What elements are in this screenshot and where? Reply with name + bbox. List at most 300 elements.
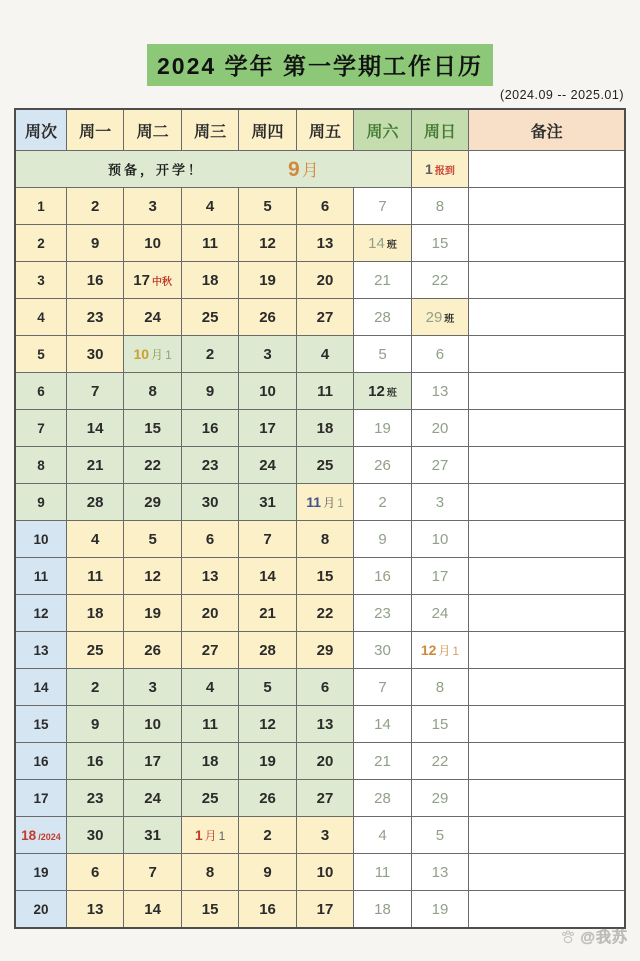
day-cell bbox=[411, 225, 468, 262]
day-cell bbox=[239, 558, 296, 595]
cell-text: 8 bbox=[148, 382, 157, 400]
week-cell bbox=[15, 188, 66, 225]
cell-text: 27 bbox=[431, 456, 449, 474]
day-cell bbox=[354, 669, 411, 706]
cell-text: 10 bbox=[144, 715, 161, 733]
day-cell bbox=[239, 669, 296, 706]
day-cell bbox=[354, 632, 411, 669]
day-cell bbox=[296, 706, 353, 743]
cell-text: 11 bbox=[306, 493, 322, 510]
cell-text: 30 bbox=[374, 641, 391, 659]
cell-text: 10 bbox=[259, 382, 276, 400]
cell-text: 8 bbox=[435, 197, 445, 215]
day-cell bbox=[124, 299, 181, 336]
day-cell bbox=[124, 410, 181, 447]
day-cell bbox=[296, 743, 353, 780]
remark-cell bbox=[469, 891, 625, 929]
cell-text: 月 bbox=[151, 347, 164, 362]
day-cell bbox=[354, 595, 411, 632]
day-cell bbox=[411, 669, 468, 706]
cell-text: 2 bbox=[90, 678, 100, 696]
week-cell bbox=[15, 706, 66, 743]
day-cell bbox=[411, 854, 468, 891]
cell-text: 24 bbox=[431, 604, 449, 622]
day-cell bbox=[181, 817, 238, 854]
cell-text: 19 bbox=[33, 864, 49, 880]
day-cell bbox=[354, 447, 411, 484]
cell-text: 2 bbox=[205, 345, 215, 363]
day-cell bbox=[296, 669, 353, 706]
day-cell bbox=[354, 299, 411, 336]
day-cell bbox=[411, 595, 468, 632]
day-cell bbox=[181, 336, 238, 373]
page-title: 2024 学年 第一学期工作日历 bbox=[147, 44, 493, 86]
cell-text: 22 bbox=[316, 604, 334, 622]
cell-text: 3 bbox=[148, 678, 157, 696]
cell-text: 9 bbox=[378, 530, 387, 548]
day-cell bbox=[239, 706, 296, 743]
day-cell bbox=[411, 891, 468, 929]
day-cell bbox=[124, 447, 181, 484]
day-cell bbox=[181, 484, 238, 521]
day-cell bbox=[66, 706, 123, 743]
remark-cell bbox=[469, 521, 625, 558]
cell-text: 2 bbox=[90, 197, 100, 215]
day-cell bbox=[411, 558, 468, 595]
cell-text: 31 bbox=[259, 493, 276, 511]
remark-cell bbox=[469, 558, 625, 595]
day-cell bbox=[239, 632, 296, 669]
week-cell bbox=[15, 521, 66, 558]
day-cell bbox=[181, 558, 238, 595]
day-cell bbox=[411, 706, 468, 743]
day-cell bbox=[66, 817, 123, 854]
cell-text: 23 bbox=[86, 308, 104, 326]
cell-text: 2 bbox=[263, 826, 272, 844]
column-header: 周五 bbox=[296, 109, 353, 151]
cell-text: 21 bbox=[259, 604, 276, 622]
cell-text: 20 bbox=[33, 901, 49, 917]
cell-text: 9 bbox=[90, 234, 100, 252]
day-cell bbox=[239, 780, 296, 817]
cell-text: 20 bbox=[316, 271, 334, 289]
day-cell bbox=[66, 558, 123, 595]
day-cell bbox=[239, 336, 296, 373]
day-cell bbox=[354, 817, 411, 854]
remark-cell bbox=[469, 299, 625, 336]
day-cell bbox=[239, 595, 296, 632]
cell-text: 30 bbox=[86, 826, 104, 844]
week-cell bbox=[15, 225, 66, 262]
cell-text: 22 bbox=[431, 271, 449, 289]
cell-text: 11 bbox=[202, 715, 218, 733]
cell-text: 4 bbox=[37, 309, 45, 325]
cell-text: 24 bbox=[259, 456, 276, 474]
remark-cell bbox=[469, 373, 625, 410]
week-cell bbox=[15, 743, 66, 780]
cell-text: 16 bbox=[374, 567, 391, 585]
day-cell bbox=[181, 188, 238, 225]
day-cell bbox=[124, 521, 181, 558]
cell-text: 1 bbox=[165, 347, 172, 362]
cell-text: 班 bbox=[444, 313, 455, 325]
day-cell bbox=[66, 225, 123, 262]
week-cell bbox=[15, 669, 66, 706]
cell-text: 29 bbox=[316, 641, 334, 659]
remark-cell bbox=[469, 151, 625, 188]
cell-text: 19 bbox=[431, 900, 449, 918]
cell-text: 8 bbox=[320, 530, 330, 548]
cell-text: 14 bbox=[86, 419, 104, 437]
cell-text: 19 bbox=[259, 271, 276, 289]
cell-text: 17 bbox=[431, 567, 449, 585]
day-cell bbox=[354, 558, 411, 595]
cell-text: 13 bbox=[86, 900, 104, 918]
day-cell bbox=[354, 854, 411, 891]
week-cell bbox=[15, 595, 66, 632]
day-cell bbox=[239, 521, 296, 558]
day-cell bbox=[411, 817, 468, 854]
week-cell bbox=[15, 447, 66, 484]
cell-text: 19 bbox=[259, 752, 276, 770]
day-cell bbox=[411, 151, 468, 188]
cell-text: 11 bbox=[317, 382, 333, 400]
cell-text: 4 bbox=[205, 678, 215, 696]
day-cell bbox=[124, 891, 181, 929]
cell-text: 22 bbox=[144, 456, 161, 474]
cell-text: 24 bbox=[144, 789, 161, 807]
remark-cell bbox=[469, 743, 625, 780]
cell-text: 中秋 bbox=[151, 276, 172, 288]
cell-text: 29 bbox=[425, 308, 443, 326]
day-cell bbox=[296, 521, 353, 558]
cell-text: 9 bbox=[205, 382, 215, 400]
day-cell bbox=[66, 632, 123, 669]
cell-text: 28 bbox=[374, 789, 391, 807]
day-cell bbox=[239, 484, 296, 521]
paw-logo-icon bbox=[559, 928, 577, 946]
cell-text: 13 bbox=[316, 234, 334, 252]
cell-text: 12 bbox=[259, 715, 276, 733]
cell-text: 25 bbox=[86, 641, 104, 659]
day-cell bbox=[66, 743, 123, 780]
cell-text: 7 bbox=[263, 530, 272, 548]
week-cell bbox=[15, 817, 66, 854]
cell-text: 30 bbox=[86, 345, 104, 363]
cell-text: 6 bbox=[205, 530, 215, 548]
remark-cell bbox=[469, 484, 625, 521]
day-cell bbox=[239, 743, 296, 780]
cell-text: 9 bbox=[90, 715, 100, 733]
cell-text: 20 bbox=[316, 752, 334, 770]
remark-cell bbox=[469, 262, 625, 299]
day-cell bbox=[181, 410, 238, 447]
cell-text: 18 bbox=[201, 752, 219, 770]
cell-text: 29 bbox=[144, 493, 161, 511]
cell-text: 23 bbox=[86, 789, 104, 807]
cell-text: 12 bbox=[144, 567, 161, 585]
cell-text: 18 bbox=[316, 419, 334, 437]
cell-text: 月 bbox=[323, 495, 336, 510]
day-cell bbox=[124, 558, 181, 595]
day-cell bbox=[354, 706, 411, 743]
cell-text: 18 bbox=[201, 271, 219, 289]
cell-text: 1 bbox=[218, 828, 226, 843]
day-cell bbox=[181, 373, 238, 410]
cell-text: 26 bbox=[259, 789, 276, 807]
cell-text: 19 bbox=[374, 419, 391, 437]
cell-text: 1 bbox=[194, 826, 203, 843]
cell-text: 25 bbox=[201, 789, 219, 807]
column-header: 周六 bbox=[354, 109, 411, 151]
cell-text: 10 bbox=[316, 863, 334, 881]
day-cell bbox=[411, 336, 468, 373]
remark-cell bbox=[469, 225, 625, 262]
cell-text: 20 bbox=[201, 604, 219, 622]
cell-text: 12 bbox=[33, 605, 49, 621]
cell-text: 月 bbox=[438, 643, 451, 658]
week-cell bbox=[15, 780, 66, 817]
cell-text: 17 bbox=[133, 271, 150, 289]
cell-text: 21 bbox=[374, 271, 391, 289]
day-cell bbox=[181, 669, 238, 706]
column-header: 备注 bbox=[469, 109, 625, 151]
week-cell bbox=[15, 891, 66, 929]
day-cell bbox=[296, 891, 353, 929]
cell-text: 3 bbox=[320, 826, 330, 844]
day-cell bbox=[181, 262, 238, 299]
month-label: 9 月 bbox=[288, 158, 319, 181]
day-cell bbox=[124, 706, 181, 743]
day-cell bbox=[296, 854, 353, 891]
cell-text: 23 bbox=[201, 456, 219, 474]
cell-text: 28 bbox=[86, 493, 104, 511]
cell-text: 报到 bbox=[434, 166, 455, 177]
column-header: 周三 bbox=[181, 109, 238, 151]
cell-text: 4 bbox=[378, 826, 387, 844]
cell-text: 17 bbox=[144, 752, 161, 770]
day-cell bbox=[296, 447, 353, 484]
day-cell bbox=[296, 484, 353, 521]
day-cell bbox=[354, 262, 411, 299]
day-cell bbox=[124, 336, 181, 373]
day-cell bbox=[124, 743, 181, 780]
cell-text: 5 bbox=[263, 678, 272, 696]
cell-text: 5 bbox=[435, 826, 445, 844]
remark-cell bbox=[469, 336, 625, 373]
cell-text: 15 bbox=[144, 419, 161, 437]
week-cell bbox=[15, 484, 66, 521]
cell-text: 7 bbox=[148, 863, 157, 881]
day-cell bbox=[296, 299, 353, 336]
day-cell bbox=[354, 891, 411, 929]
cell-text: 11 bbox=[87, 567, 104, 585]
cell-text: 11 bbox=[33, 568, 49, 584]
cell-text: 4 bbox=[205, 197, 215, 215]
day-cell bbox=[296, 558, 353, 595]
day-cell bbox=[354, 410, 411, 447]
day-cell bbox=[124, 632, 181, 669]
day-cell bbox=[354, 521, 411, 558]
cell-text: 7 bbox=[378, 678, 387, 696]
day-cell bbox=[124, 595, 181, 632]
remark-cell bbox=[469, 447, 625, 484]
day-cell bbox=[66, 521, 123, 558]
day-cell bbox=[124, 817, 181, 854]
day-cell bbox=[124, 484, 181, 521]
day-cell bbox=[124, 373, 181, 410]
day-cell bbox=[181, 299, 238, 336]
day-cell bbox=[296, 817, 353, 854]
cell-text: 17 bbox=[259, 419, 276, 437]
day-cell bbox=[124, 188, 181, 225]
remark-cell bbox=[469, 817, 625, 854]
cell-text: 1 bbox=[452, 643, 460, 658]
cell-text: 14 bbox=[374, 715, 391, 733]
day-cell bbox=[296, 780, 353, 817]
week-cell bbox=[15, 410, 66, 447]
day-cell bbox=[296, 632, 353, 669]
week-cell bbox=[15, 854, 66, 891]
week-cell bbox=[15, 558, 66, 595]
cell-text: 6 bbox=[320, 678, 330, 696]
column-header: 周二 bbox=[124, 109, 181, 151]
cell-text: 14 bbox=[33, 679, 49, 695]
remark-cell bbox=[469, 632, 625, 669]
day-cell bbox=[239, 891, 296, 929]
cell-text: 21 bbox=[374, 752, 391, 770]
week-cell bbox=[15, 262, 66, 299]
remark-cell bbox=[469, 188, 625, 225]
cell-text: 18 bbox=[21, 827, 37, 843]
day-cell bbox=[66, 891, 123, 929]
cell-text: 3 bbox=[148, 197, 157, 215]
cell-text: 26 bbox=[374, 456, 391, 474]
day-cell bbox=[354, 225, 411, 262]
cell-text: 28 bbox=[259, 641, 276, 659]
day-cell bbox=[239, 817, 296, 854]
day-cell bbox=[66, 484, 123, 521]
day-cell bbox=[181, 632, 238, 669]
day-cell bbox=[66, 373, 123, 410]
remark-cell bbox=[469, 780, 625, 817]
cell-text: 月 bbox=[204, 828, 217, 843]
cell-text: 13 bbox=[316, 715, 334, 733]
day-cell bbox=[296, 262, 353, 299]
day-cell bbox=[66, 595, 123, 632]
day-cell bbox=[296, 336, 353, 373]
cell-text: /2024 bbox=[38, 831, 61, 842]
day-cell bbox=[411, 484, 468, 521]
day-cell bbox=[66, 410, 123, 447]
watermark-text: @我苏 bbox=[580, 929, 628, 946]
day-cell bbox=[239, 225, 296, 262]
day-cell bbox=[239, 447, 296, 484]
remark-cell bbox=[469, 410, 625, 447]
day-cell bbox=[411, 299, 468, 336]
remark-cell bbox=[469, 706, 625, 743]
cell-text: 16 bbox=[86, 752, 104, 770]
cell-text: 6 bbox=[37, 383, 45, 399]
day-cell bbox=[66, 262, 123, 299]
week-cell bbox=[15, 299, 66, 336]
cell-text: 15 bbox=[316, 567, 334, 585]
cell-text: 9 bbox=[263, 863, 272, 881]
watermark bbox=[559, 926, 628, 947]
day-cell bbox=[411, 410, 468, 447]
cell-text: 2 bbox=[37, 235, 45, 251]
day-cell bbox=[296, 595, 353, 632]
week-cell bbox=[15, 373, 66, 410]
day-cell bbox=[354, 188, 411, 225]
cell-text: 18 bbox=[86, 604, 104, 622]
day-cell bbox=[296, 225, 353, 262]
cell-text: 10 bbox=[33, 531, 49, 547]
day-cell bbox=[296, 373, 353, 410]
day-cell bbox=[124, 262, 181, 299]
cell-text: 班 bbox=[386, 239, 397, 251]
cell-text: 13 bbox=[431, 382, 449, 400]
cell-text: 14 bbox=[368, 234, 385, 252]
day-cell bbox=[354, 336, 411, 373]
cell-text: 13 bbox=[33, 642, 49, 658]
month-note: 预备，开学！ bbox=[108, 162, 205, 178]
column-header: 周日 bbox=[411, 109, 468, 151]
cell-text: 23 bbox=[374, 604, 391, 622]
cell-text: 26 bbox=[144, 641, 161, 659]
day-cell bbox=[181, 891, 238, 929]
day-cell bbox=[239, 188, 296, 225]
day-cell bbox=[66, 188, 123, 225]
cell-text: 17 bbox=[33, 790, 49, 806]
cell-text: 12 bbox=[368, 382, 385, 400]
day-cell bbox=[181, 706, 238, 743]
date-range-label: (2024.09 -- 2025.01) bbox=[500, 88, 624, 102]
cell-text: 5 bbox=[263, 197, 272, 215]
day-cell bbox=[124, 225, 181, 262]
day-cell bbox=[411, 188, 468, 225]
day-cell bbox=[124, 854, 181, 891]
cell-text: 24 bbox=[144, 308, 161, 326]
cell-text: 29 bbox=[431, 789, 449, 807]
cell-text: 7 bbox=[90, 382, 100, 400]
cell-text: 班 bbox=[386, 387, 397, 399]
cell-text: 15 bbox=[201, 900, 219, 918]
day-cell bbox=[181, 225, 238, 262]
cell-text: 5 bbox=[37, 346, 45, 362]
cell-text: 16 bbox=[33, 753, 49, 769]
cell-text: 10 bbox=[133, 345, 150, 362]
week-cell bbox=[15, 632, 66, 669]
cell-text: 17 bbox=[316, 900, 334, 918]
remark-cell bbox=[469, 595, 625, 632]
day-cell bbox=[354, 484, 411, 521]
cell-text: 1 bbox=[425, 161, 433, 177]
day-cell bbox=[66, 336, 123, 373]
cell-text: 13 bbox=[431, 863, 449, 881]
cell-text: 26 bbox=[259, 308, 276, 326]
cell-text: 27 bbox=[316, 308, 334, 326]
day-cell bbox=[411, 743, 468, 780]
cell-text: 16 bbox=[259, 900, 276, 918]
day-cell bbox=[66, 447, 123, 484]
cell-text: 12 bbox=[259, 234, 276, 252]
cell-text: 30 bbox=[201, 493, 219, 511]
day-cell bbox=[411, 262, 468, 299]
cell-text: 10 bbox=[431, 530, 449, 548]
cell-text: 1 bbox=[337, 495, 344, 510]
cell-text: 12 bbox=[420, 641, 437, 658]
